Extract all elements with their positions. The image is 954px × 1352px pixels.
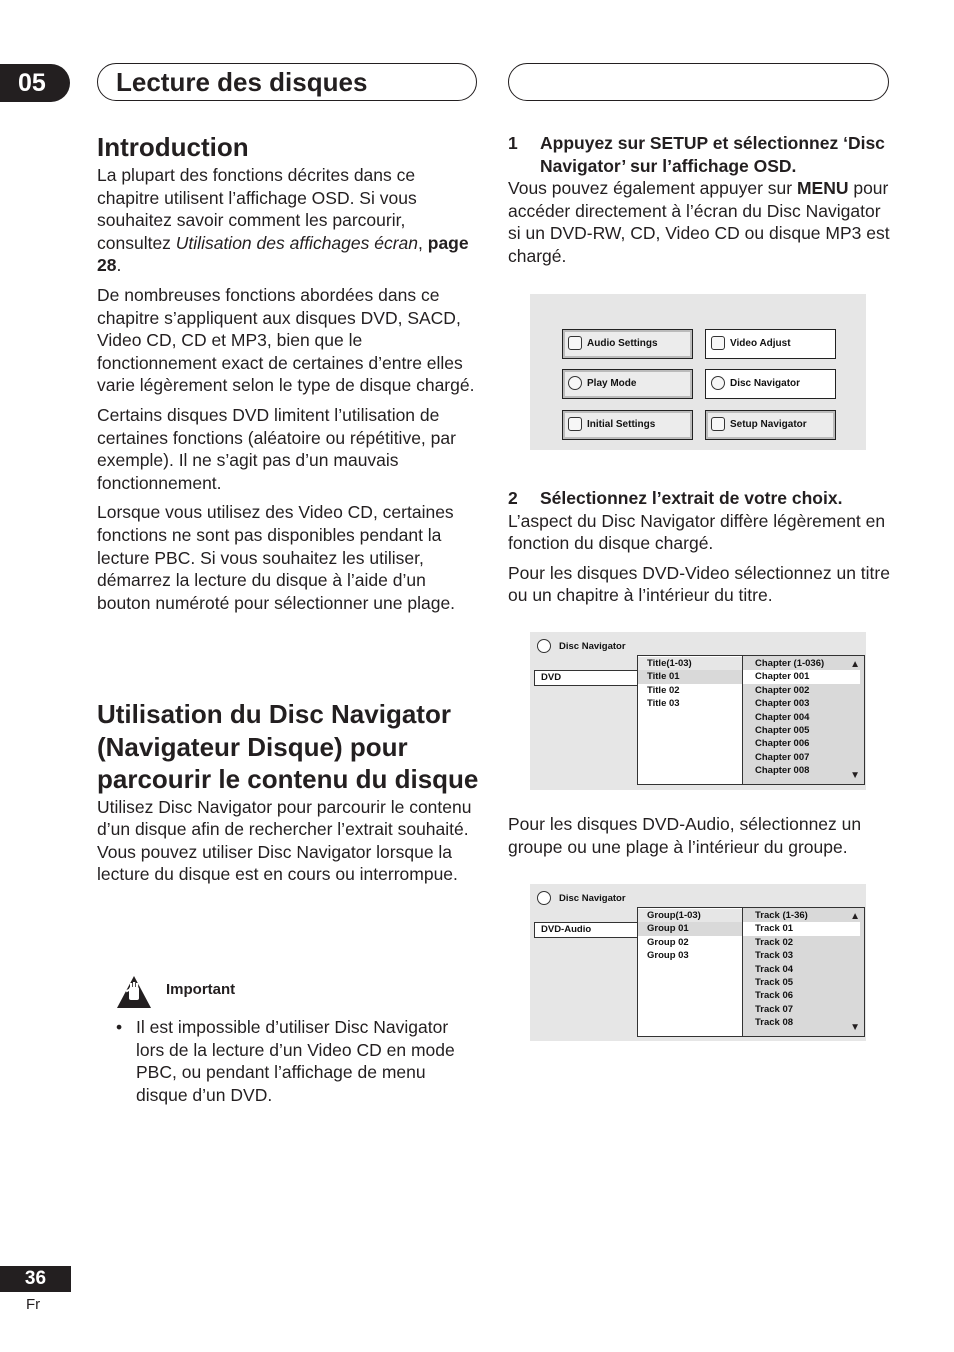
menu-key: MENU [796, 178, 849, 199]
disc-navigator-label: Disc Navigator [730, 378, 801, 389]
play-mode-label: Play Mode [587, 378, 637, 389]
important-label: Important [166, 981, 236, 998]
dvd-title-column [637, 655, 743, 785]
track-item[interactable]: Track 08 [755, 1017, 794, 1029]
dvd-disc-box[interactable] [534, 670, 638, 686]
intro-paragraph-4: Lorsque vous utilisez des Video CD, certaines fonctions ne sont pas disponibles pendant la lecture PBC. Si vous souhaitez les utiliser, démarrez la lecture du disque à l’aide d’un bouton numéroté pour sélectionner une plage. [97, 502, 456, 613]
video-adjust-button[interactable] [705, 329, 836, 359]
chapter-item[interactable]: Chapter 004 [755, 711, 810, 723]
title-item[interactable]: Title 01 [638, 670, 742, 683]
settings-icon [568, 417, 582, 431]
disc-navigator-heading: Utilisation du Disc Navigator (Navigateur Disque) pour parcourir le contenu du disque [97, 699, 479, 794]
step-2-paragraph-1: L’aspect du Disc Navigator diffère légèrement en fonction du disque chargé. [508, 510, 886, 554]
chapter-item[interactable]: Chapter 003 [755, 698, 810, 710]
speaker-icon [568, 336, 582, 350]
section-paragraph-1: Utilisez Disc Navigator pour parcourir le contenu d’un disque afin de rechercher l’extrait souhaité. Vous pouvez utiliser Disc Navigator lorsque la lecture du disque est en cours ou interrompue. [97, 796, 472, 885]
initial-settings-label: Initial Settings [587, 419, 656, 430]
track-item[interactable]: Track 05 [755, 977, 794, 989]
chapter-column-header: Chapter (1-036) [755, 658, 825, 669]
intro-paragraph-2: De nombreuses fonctions abordées dans ce chapitre s’appliquent aux disques DVD, SACD, Video CD, CD et MP3, bien que le fonctionnement exact de certaines d’entre elles varie légèrement selon le type de disque chargé. [97, 284, 475, 396]
title-item[interactable]: Title 03 [647, 698, 680, 710]
scroll-up-arrow-icon[interactable]: ▲ [850, 659, 860, 670]
chapter-item[interactable]: Chapter 007 [755, 751, 810, 763]
intro-paragraph-3: Certains disques DVD limitent l’utilisation de certaines fonctions (aléatoire ou répétitive, par exemple). Il ne s’agit pas d’un mauvais fonctionnement. [97, 404, 456, 493]
step-1-number: 1 [508, 133, 518, 153]
video-adjust-label: Video Adjust [730, 338, 791, 349]
chapter-title: Lecture des disques [116, 67, 368, 97]
introduction-heading: Introduction [97, 132, 249, 162]
scroll-down-arrow-icon[interactable]: ▼ [850, 1022, 860, 1033]
disc-navigator-button[interactable] [705, 369, 836, 399]
dvda-disc-label: DVD-Audio [541, 924, 592, 935]
setup-navigator-label: Setup Navigator [730, 419, 807, 430]
track-column-header: Track (1-36) [755, 910, 808, 921]
bullet-mark: • [116, 1017, 123, 1037]
play-mode-button[interactable] [562, 369, 693, 399]
language-code: Fr [26, 1296, 41, 1313]
group-column-header: Group(1-03) [638, 909, 742, 922]
dvda-group-column [637, 907, 743, 1037]
group-item[interactable]: Group 01 [638, 922, 742, 935]
intro-p1-end: . [116, 255, 122, 276]
initial-settings-button[interactable] [562, 410, 693, 440]
dvd-navigator-screen [530, 632, 866, 790]
intro-p1-separator: , [418, 232, 428, 253]
chapter-item[interactable]: Chapter 008 [755, 765, 810, 777]
step-1 [508, 132, 893, 268]
dvd-chapter-column [742, 655, 865, 785]
setup-menu-screen [530, 294, 866, 450]
step-1-title: Appuyez sur SETUP et sélectionnez ‘Disc Navigator’ sur l’affichage OSD. [540, 133, 885, 176]
step-1-body-cont: pour accéder directement à l’écran du Disc Navigator si un DVD-RW, CD, Video CD ou disque MP3 est chargé. [508, 178, 890, 266]
chapter-item[interactable]: Chapter 002 [755, 684, 810, 696]
step-2-paragraph-3: Pour les disques DVD-Audio, sélectionnez un groupe ou une plage à l’intérieur du groupe. [508, 814, 862, 857]
setup-navigator-icon [711, 417, 725, 431]
step-1-body: Vous pouvez également appuyer sur [508, 178, 797, 199]
dvd-nav-title: Disc Navigator [559, 641, 626, 652]
intro-p1-reference: Utilisation des affichages écran [175, 232, 419, 253]
setup-navigator-button[interactable] [705, 410, 836, 440]
page-number: 36 [0, 1266, 71, 1292]
step-2 [508, 487, 893, 607]
chapter-item[interactable]: Chapter 006 [755, 738, 810, 750]
chapter-item[interactable]: Chapter 005 [755, 725, 810, 737]
step-2-paragraph-2: Pour les disques DVD-Video sélectionnez un titre ou un chapitre à l’intérieur du titre. [508, 562, 890, 606]
header-right-box [508, 63, 889, 101]
step-2-title: Sélectionnez l’extrait de votre choix. [540, 488, 843, 508]
group-item[interactable]: Group 03 [647, 950, 689, 962]
dvda-disc-box[interactable] [534, 922, 638, 938]
title-item[interactable]: Title 02 [647, 684, 680, 696]
step-2-number: 2 [508, 488, 518, 508]
track-item[interactable]: Track 03 [755, 950, 794, 962]
important-text: Il est impossible d’utiliser Disc Navigator lors de la lecture d’un Video CD en mode PBC, ou pendant l’affichage de menu disque d’un DVD. [136, 1017, 455, 1105]
dvd-disc-label: DVD [541, 672, 562, 683]
audio-settings-button[interactable] [562, 329, 693, 359]
dvda-nav-title: Disc Navigator [559, 893, 626, 904]
left-column [97, 130, 479, 621]
group-item[interactable]: Group 02 [647, 936, 689, 948]
dvda-track-column [742, 907, 865, 1037]
intro-p1-text: La plupart des fonctions décrites dans ce chapitre utilisent l’affichage OSD. Si vous souhaitez savoir comment les parcourir, consultez [97, 165, 417, 253]
title-column-header: Title(1-03) [638, 657, 742, 670]
track-item[interactable]: Track 04 [755, 963, 794, 975]
chapter-number-badge: 05 [0, 64, 70, 102]
disc-icon [711, 376, 725, 390]
left-column-section [97, 698, 479, 893]
track-item[interactable]: Track 06 [755, 990, 794, 1002]
track-item[interactable]: Track 01 [743, 922, 860, 935]
scroll-up-arrow-icon[interactable]: ▲ [850, 911, 860, 922]
disc-icon [537, 639, 551, 653]
warning-hand-icon [116, 974, 152, 1010]
track-item[interactable]: Track 07 [755, 1003, 794, 1015]
monitor-icon [711, 336, 725, 350]
scroll-down-arrow-icon[interactable]: ▼ [850, 770, 860, 781]
dvd-audio-navigator-screen [530, 884, 866, 1041]
track-item[interactable]: Track 02 [755, 936, 794, 948]
play-mode-icon [568, 376, 582, 390]
chapter-item[interactable]: Chapter 001 [743, 670, 860, 683]
intro-p1-page-ref: page 28 [97, 232, 469, 276]
audio-settings-label: Audio Settings [587, 338, 658, 349]
disc-icon [537, 891, 551, 905]
intro-paragraph-1 [97, 164, 479, 277]
